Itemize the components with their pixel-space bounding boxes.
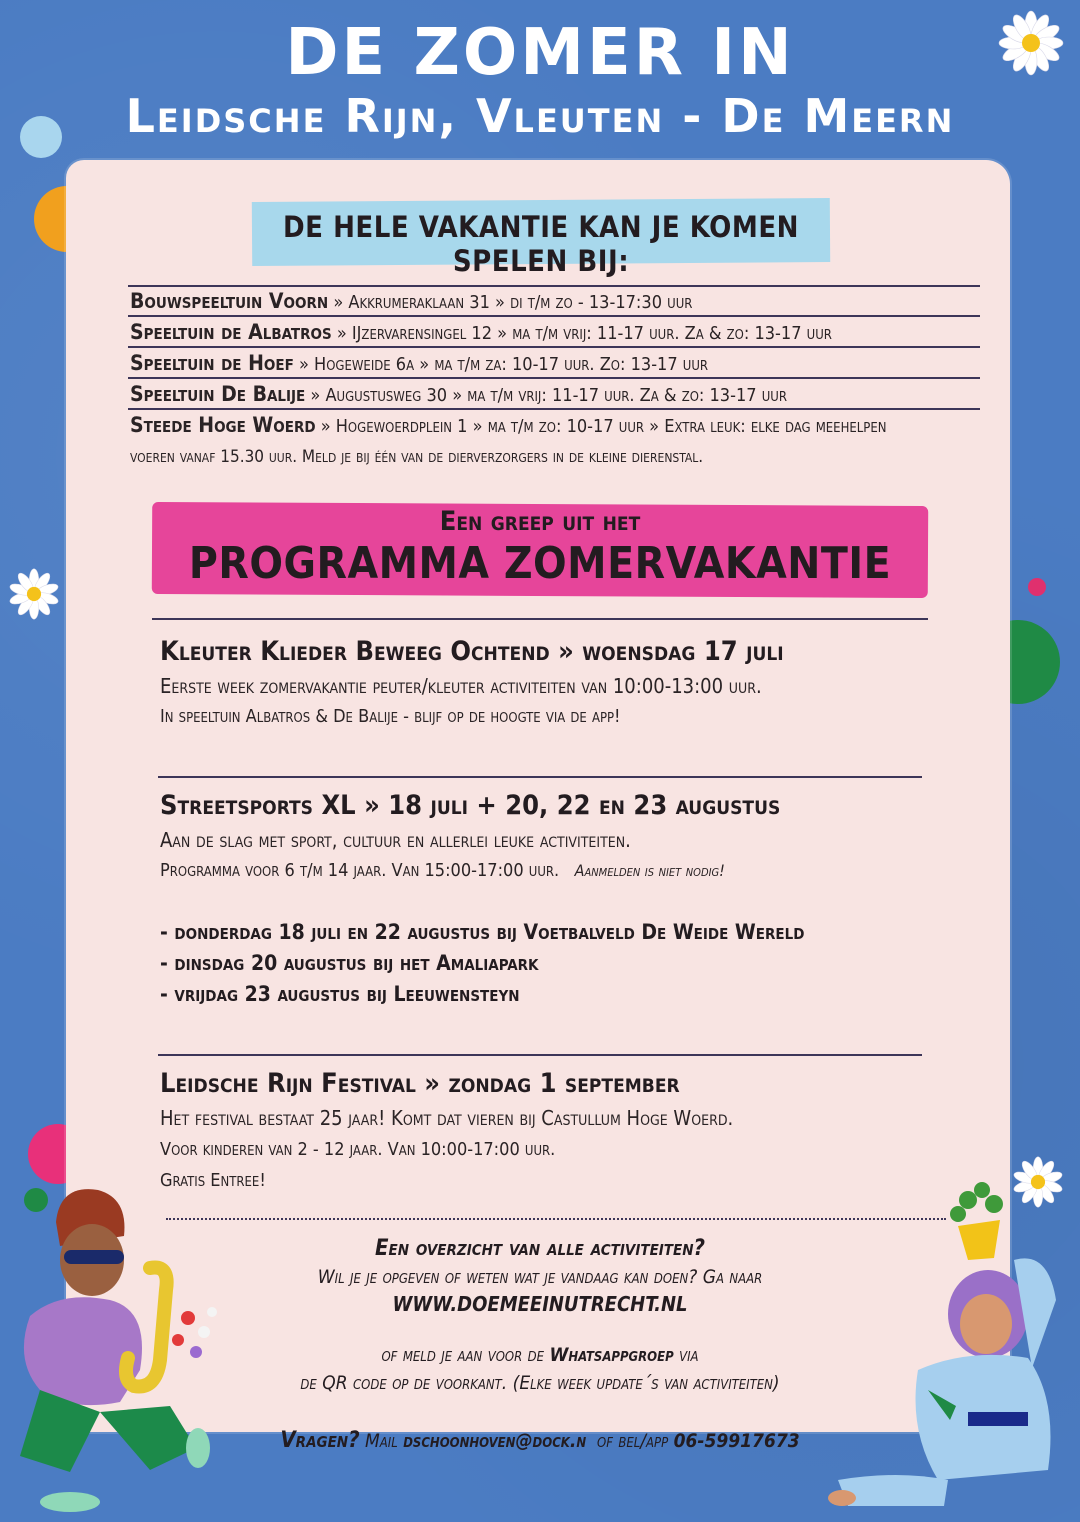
event-title: Kleuter Klieder Beweeg Ochtend <box>160 636 550 667</box>
playground-row: Bouwspeeltuin Voorn » Akkrumeraklaan 31 » di t/m zo - 13-17:30 uur <box>130 289 693 313</box>
karate-person-illustration <box>818 1180 1080 1522</box>
page-title: DE ZOMER IN <box>285 16 795 90</box>
event-bullet: - dinsdag 20 augustus bij het Amaliapark <box>160 951 539 975</box>
playground-row: Speeltuin de Hoef » Hogeweide 6a » ma t/m za: 10-17 uur. Zo: 13-17 uur <box>130 351 709 375</box>
footer-text: of meld je aan voor de <box>381 1344 545 1366</box>
event-heading: Kleuter Klieder Beweeg Ochtend » woensdag 17 juli <box>160 636 784 667</box>
playground-extra: Extra leuk: elke dag meehelpen <box>664 416 887 437</box>
playground-hours: di t/m zo - 13-17:30 uur <box>510 292 693 313</box>
website-link[interactable]: WWW.DOEMEEINUTRECHT.NL <box>392 1292 688 1316</box>
event-date: woensdag 17 juli <box>582 636 784 667</box>
playground-address: Hogewoerdplein 1 <box>335 416 468 437</box>
event-line: Aan de slag met sport, cultuur en allerlei leuke activiteiten. <box>160 828 631 852</box>
divider <box>152 618 928 620</box>
questions-label: Vragen? <box>280 1428 360 1453</box>
whatsapp-label: Whatsappgroep <box>549 1344 674 1366</box>
saxophone-player-illustration <box>0 1180 240 1522</box>
event-bullet: - donderdag 18 juli en 22 augustus bij Voetbalveld De Weide Wereld <box>160 920 805 944</box>
page-subtitle: Leidsche Rijn, Vleuten - De Meern <box>125 89 955 143</box>
event-heading: Leidsche Rijn Festival » zondag 1 september <box>160 1068 680 1099</box>
event-note: Aanmelden is niet nodig! <box>574 861 725 880</box>
program-banner-title: PROGRAMMA ZOMERVAKANTIE <box>188 538 892 589</box>
event-line: Voor kinderen van 2 - 12 jaar. Van 10:00-17:00 uur. <box>160 1139 556 1160</box>
divider <box>158 776 922 778</box>
event-line: Gratis Entree! <box>160 1170 266 1191</box>
divider <box>128 346 980 348</box>
playground-name: Steede Hoge Woerd <box>130 413 316 437</box>
event-bullet: - vrijdag 23 augustus bij Leeuwensteyn <box>160 982 520 1006</box>
phone-number[interactable]: 06-59917673 <box>673 1430 800 1452</box>
mail-label: Mail <box>365 1430 398 1452</box>
footer-heading: Een overzicht van alle activiteiten? <box>374 1236 706 1261</box>
playground-hours: ma t/m za: 10-17 uur. Zo: 13-17 uur <box>434 354 709 375</box>
divider <box>128 408 980 410</box>
divider <box>158 1054 922 1056</box>
playground-address: Hogeweide 6a <box>314 354 415 375</box>
divider <box>128 285 980 287</box>
event-date: zondag 1 september <box>448 1068 680 1099</box>
event-title: Streetsports XL <box>160 790 356 821</box>
playgrounds-banner-text: DE HELE VAKANTIE KAN JE KOMEN SPELEN BIJ: <box>283 210 799 278</box>
event-line: In speeltuin Albatros & De Balije - blijf op de hoogte via de app! <box>160 706 621 727</box>
divider <box>128 315 980 317</box>
playground-name: Speeltuin de Albatros <box>130 320 332 344</box>
playground-address: IJzervarensingel 12 <box>351 323 493 344</box>
event-date: 18 juli + 20, 22 en 23 augustus <box>388 790 781 821</box>
email-link[interactable]: dschoonhoven@dock.n <box>403 1430 587 1452</box>
playground-address: Augustusweg 30 <box>325 385 448 406</box>
playground-row: Speeltuin De Balije » Augustusweg 30 » ma t/m vrij: 11-17 uur. Za & zo: 13-17 uur <box>130 382 787 406</box>
divider <box>128 377 980 379</box>
event-heading: Streetsports XL » 18 juli + 20, 22 en 23 augustus <box>160 790 781 821</box>
decor-circle-pink-small <box>1028 578 1046 596</box>
phone-label: of bel/app <box>597 1430 669 1452</box>
event-line <box>160 860 725 881</box>
footer-text: via <box>679 1344 699 1366</box>
event-title: Leidsche Rijn Festival <box>160 1068 416 1099</box>
playground-hours: ma t/m vrij: 11-17 uur. Za & zo: 13-17 uur <box>512 323 832 344</box>
footer-line: Wil je je opgeven of weten wat je vandaag kan doen? Ga naar <box>317 1266 763 1288</box>
event-line-text: Programma voor 6 t/m 14 jaar. Van 15:00-17:00 uur. <box>160 860 560 881</box>
program-banner-small: Een greep uit het <box>439 506 641 537</box>
playground-row: Steede Hoge Woerd » Hogewoerdplein 1 » ma t/m zo: 10-17 uur » Extra leuk: elke dag meehelpen <box>130 413 887 437</box>
playground-address: Akkrumeraklaan 31 <box>348 292 490 313</box>
playground-name: Bouwspeeltuin Voorn <box>130 289 329 313</box>
playground-name: Speeltuin De Balije <box>130 382 306 406</box>
playground-hours: ma t/m zo: 10-17 uur <box>487 416 645 437</box>
event-line: Eerste week zomervakantie peuter/kleuter activiteiten van 10:00-13:00 uur. <box>160 674 762 698</box>
event-line: Het festival bestaat 25 jaar! Komt dat vieren bij Castullum Hoge Woerd. <box>160 1106 734 1130</box>
playground-extra-line: voeren vanaf 15.30 uur. Meld je bij één van de dierverzorgers in de kleine dierenstal. <box>130 447 704 467</box>
playground-name: Speeltuin de Hoef <box>130 351 294 375</box>
playground-row: Speeltuin de Albatros » IJzervarensingel 12 » ma t/m vrij: 11-17 uur. Za & zo: 13-17 uur <box>130 320 832 344</box>
daisy-icon <box>8 568 60 620</box>
footer-line: de QR code op de voorkant. (Elke week update´s van activiteiten) <box>300 1372 780 1394</box>
playground-hours: ma t/m vrij: 11-17 uur. Za & zo: 13-17 uur <box>467 385 787 406</box>
